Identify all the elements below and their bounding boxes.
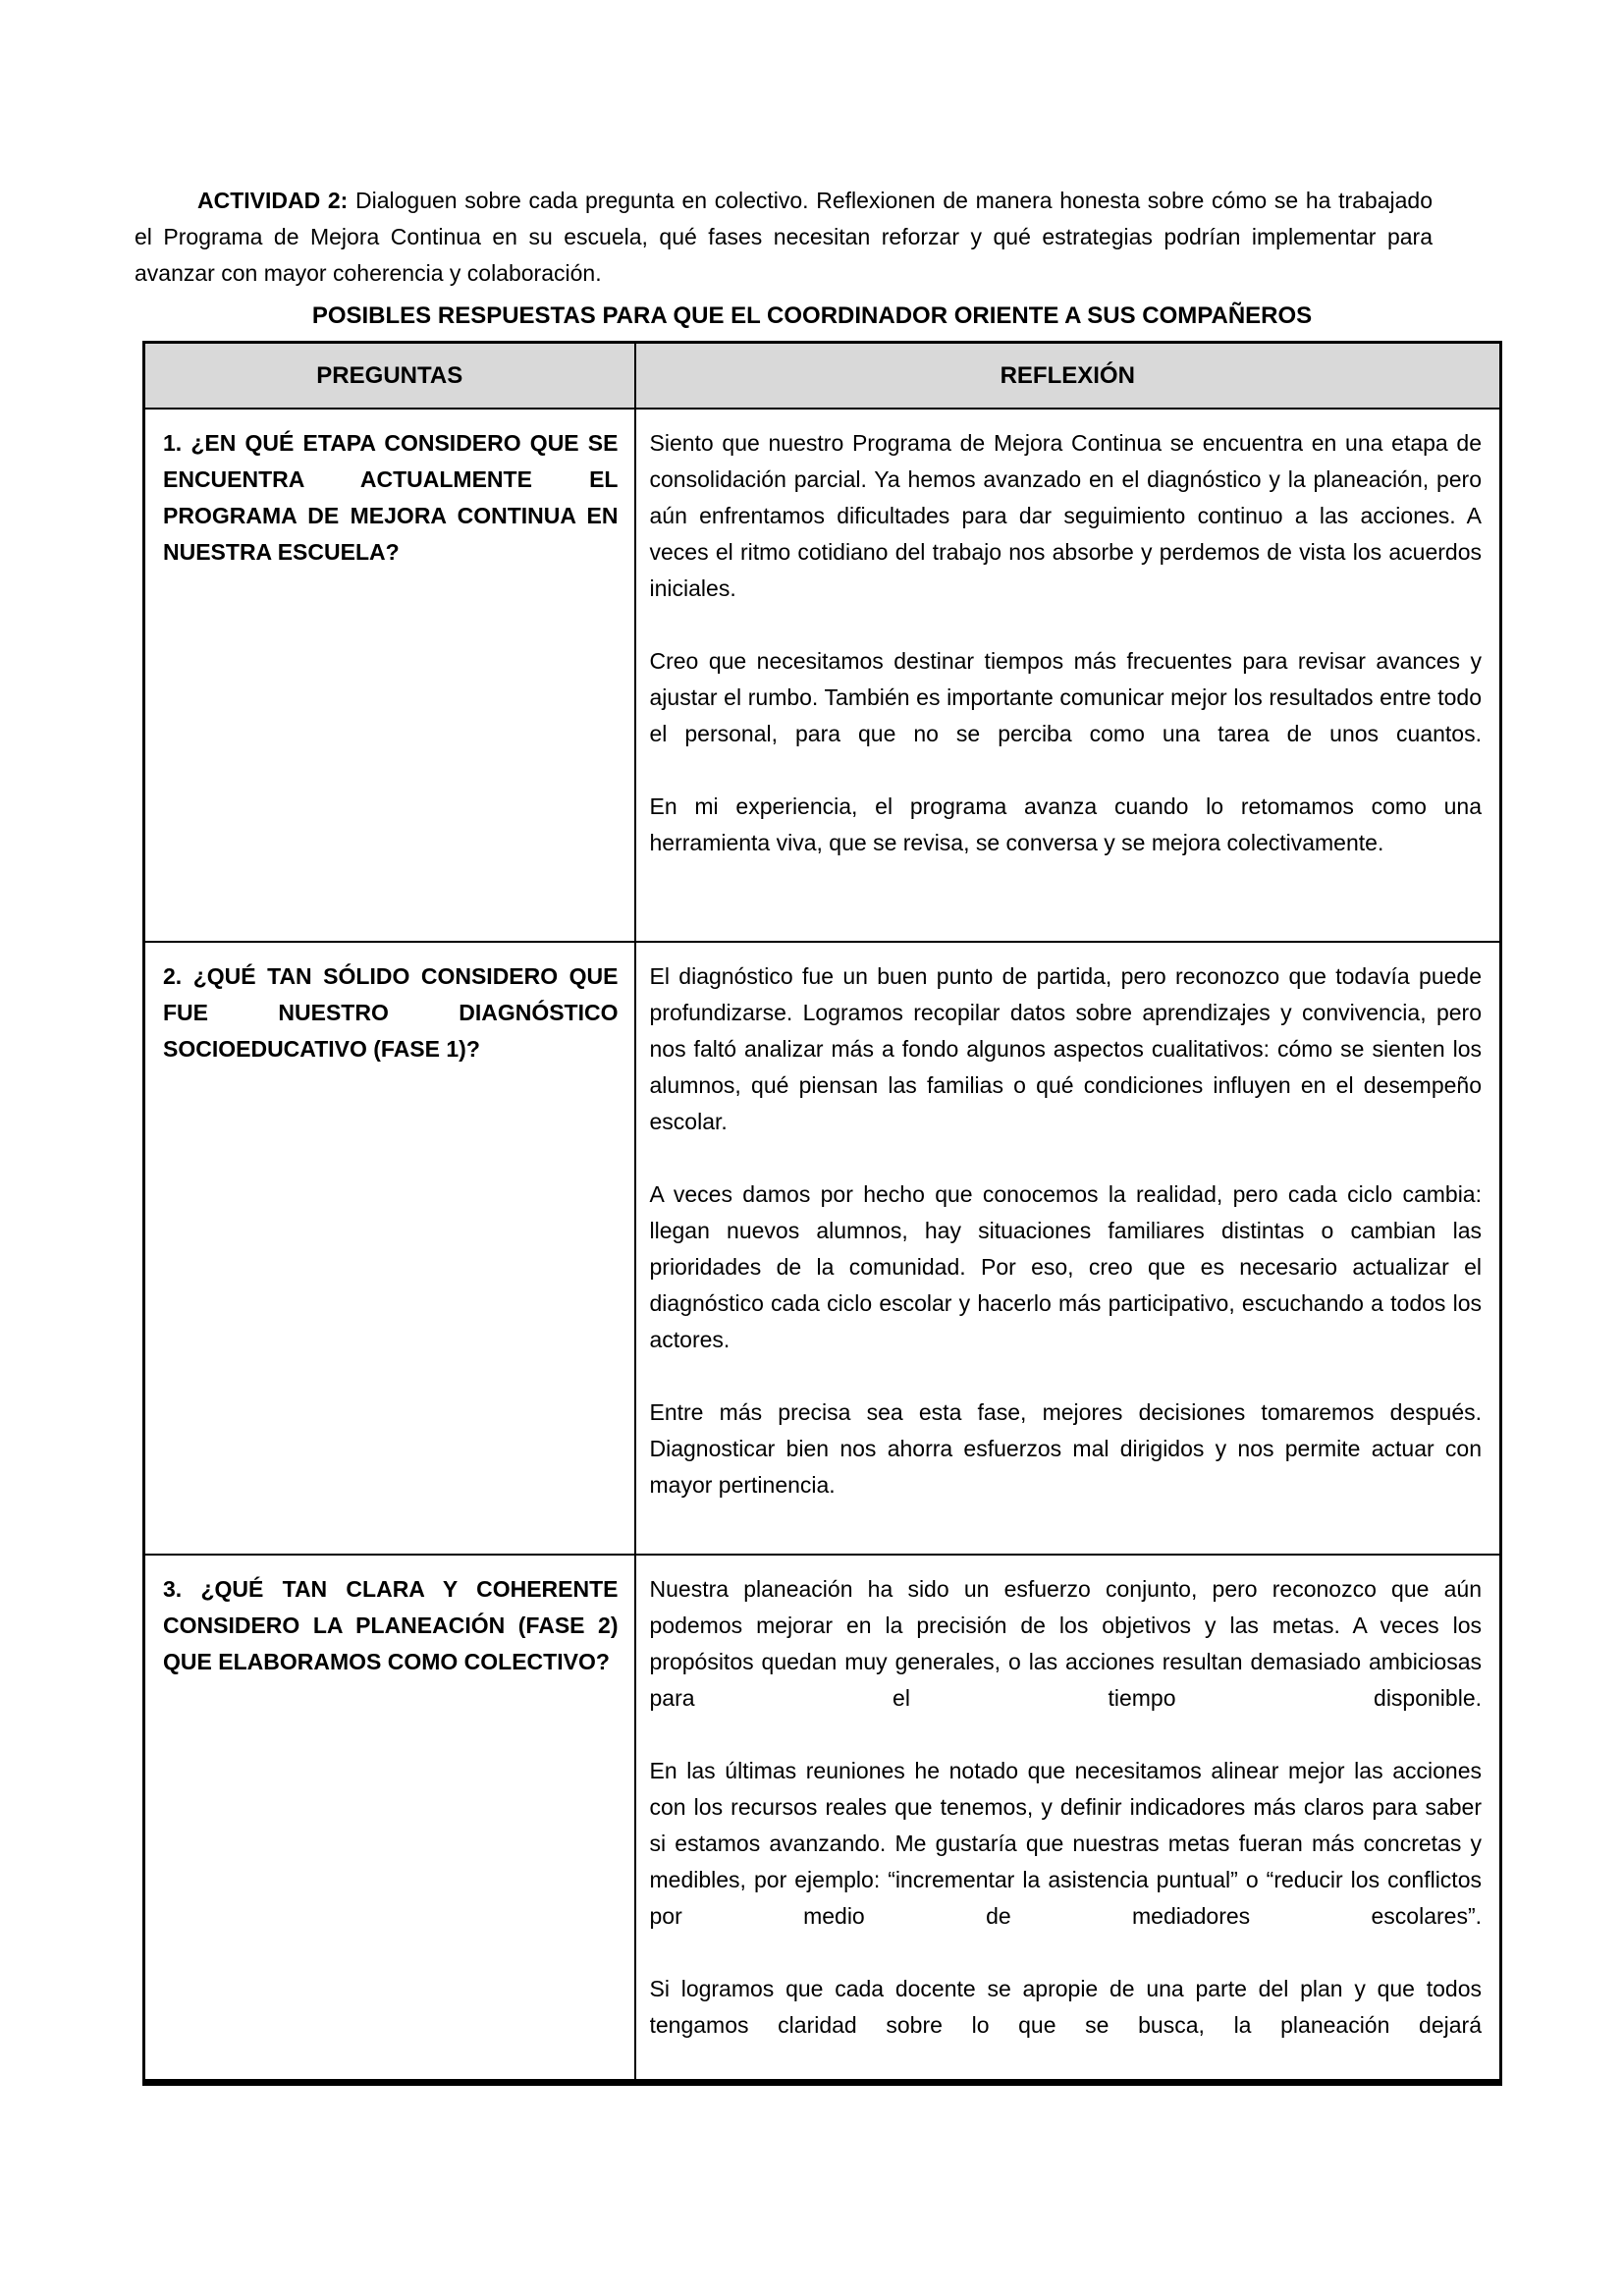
- question-1-text: 1. ¿EN QUÉ ETAPA CONSIDERO QUE SE ENCUENTRA ACTUALMENTE EL PROGRAMA DE MEJORA CONTINUA EN NUESTRA ESCUELA?: [163, 429, 619, 565]
- reflection-2-paragraph-1: El diagnóstico fue un buen punto de partida, pero reconozco que todavía puede profundizarse. Logramos recopilar datos sobre aprendizajes y convivencia, pero nos faltó analizar más a fondo algunos aspectos cualitativos: cómo se sienten los alumnos, qué piensan las familias o qué condiciones influyen en el desempeño escolar.: [649, 962, 1482, 1134]
- activity-instructions-text: Dialoguen sobre cada pregunta en colectivo. Reflexionen de manera honesta sobre cómo se ha trabajado el Programa de Mejora Continua en su escuela, qué fases necesitan reforzar y qué estrategias podrían implementar para avanzar con mayor coherencia y colaboración.: [135, 188, 1433, 286]
- question-cell-2: [144, 942, 635, 1555]
- activity-instructions: [135, 183, 1433, 292]
- activity-label: ACTIVIDAD 2:: [197, 188, 349, 213]
- table-row-question-2: [144, 942, 1501, 1555]
- question-cell-1: [144, 409, 635, 942]
- reflection-2-paragraph-2: A veces damos por hecho que conocemos la realidad, pero cada ciclo cambia: llegan nuevos alumnos, hay situaciones familiares distintas o cambian las prioridades de la comunidad. Por eso, creo que es necesario actualizar el diagnóstico cada ciclo escolar y hacerlo más participativo, escuchando a todos los actores.: [649, 1180, 1482, 1352]
- answers-table: [142, 341, 1502, 2086]
- reflection-cell-1: [635, 409, 1501, 942]
- table-row-question-1: [144, 409, 1501, 942]
- reflection-3-clipped-content: [650, 1571, 1483, 2044]
- column-header-reflexion: REFLEXIÓN: [635, 343, 1501, 409]
- reflection-1-paragraph-3: En mi experiencia, el programa avanza cuando lo retomamos como una herramienta viva, que se revisa, se conversa y se mejora colectivamente.: [649, 793, 1482, 855]
- table-header-row: [144, 343, 1501, 409]
- reflection-cell-2: [635, 942, 1501, 1555]
- reflection-1-paragraph-2: Creo que necesitamos destinar tiempos más frecuentes para revisar avances y ajustar el rumbo. También es importante comunicar mejor los resultados entre todo el personal, para que no se perciba como una tarea de unos cuantos.: [649, 647, 1482, 746]
- reflection-3-paragraph-3: Si logramos que cada docente se apropie de una parte del plan y que todos tengamos claridad sobre lo que se busca, la planeación dejará: [649, 1975, 1482, 2038]
- question-2-text: 2. ¿QUÉ TAN SÓLIDO CONSIDERO QUE FUE NUESTRO DIAGNÓSTICO SOCIOEDUCATIVO (FASE 1)?: [163, 962, 619, 1062]
- section-title: POSIBLES RESPUESTAS PARA QUE EL COORDINADOR ORIENTE A SUS COMPAÑEROS: [311, 302, 1313, 329]
- reflection-2-paragraph-3: Entre más precisa sea esta fase, mejores decisiones tomaremos después. Diagnosticar bien nos ahorra esfuerzos mal dirigidos y nos permite actuar con mayor pertinencia.: [649, 1398, 1482, 1498]
- reflection-3-paragraph-2: En las últimas reuniones he notado que necesitamos alinear mejor las acciones con los recursos reales que tenemos, y definir indicadores más claros para saber si estamos avanzando. Me gustaría que nuestras metas fueran más concretas y medibles, por ejemplo: “incrementar la asistencia puntual” o “reducir los conflictos por medio de mediadores escolares”.: [649, 1757, 1482, 1929]
- reflection-cell-3: [635, 1555, 1501, 2083]
- question-3-text: 3. ¿QUÉ TAN CLARA Y COHERENTE CONSIDERO LA PLANEACIÓN (FASE 2) QUE ELABORAMOS COMO COLECTIVO?: [163, 1575, 619, 1674]
- column-header-preguntas: PREGUNTAS: [144, 343, 635, 409]
- reflection-3-paragraph-1: Nuestra planeación ha sido un esfuerzo conjunto, pero reconozco que aún podemos mejorar en la precisión de los objetivos y las metas. A veces los propósitos quedan muy generales, o las acciones resultan demasiado ambiciosas para el tiempo disponible.: [649, 1575, 1482, 1711]
- reflection-1-paragraph-1: Siento que nuestro Programa de Mejora Continua se encuentra en una etapa de consolidación parcial. Ya hemos avanzado en el diagnóstico y la planeación, pero aún enfrentamos dificultades para dar seguimiento continuo a las acciones. A veces el ritmo cotidiano del trabajo nos absorbe y perdemos de vista los acuerdos iniciales.: [649, 429, 1482, 601]
- question-cell-3: [144, 1555, 635, 2083]
- table-row-question-3: [144, 1555, 1501, 2083]
